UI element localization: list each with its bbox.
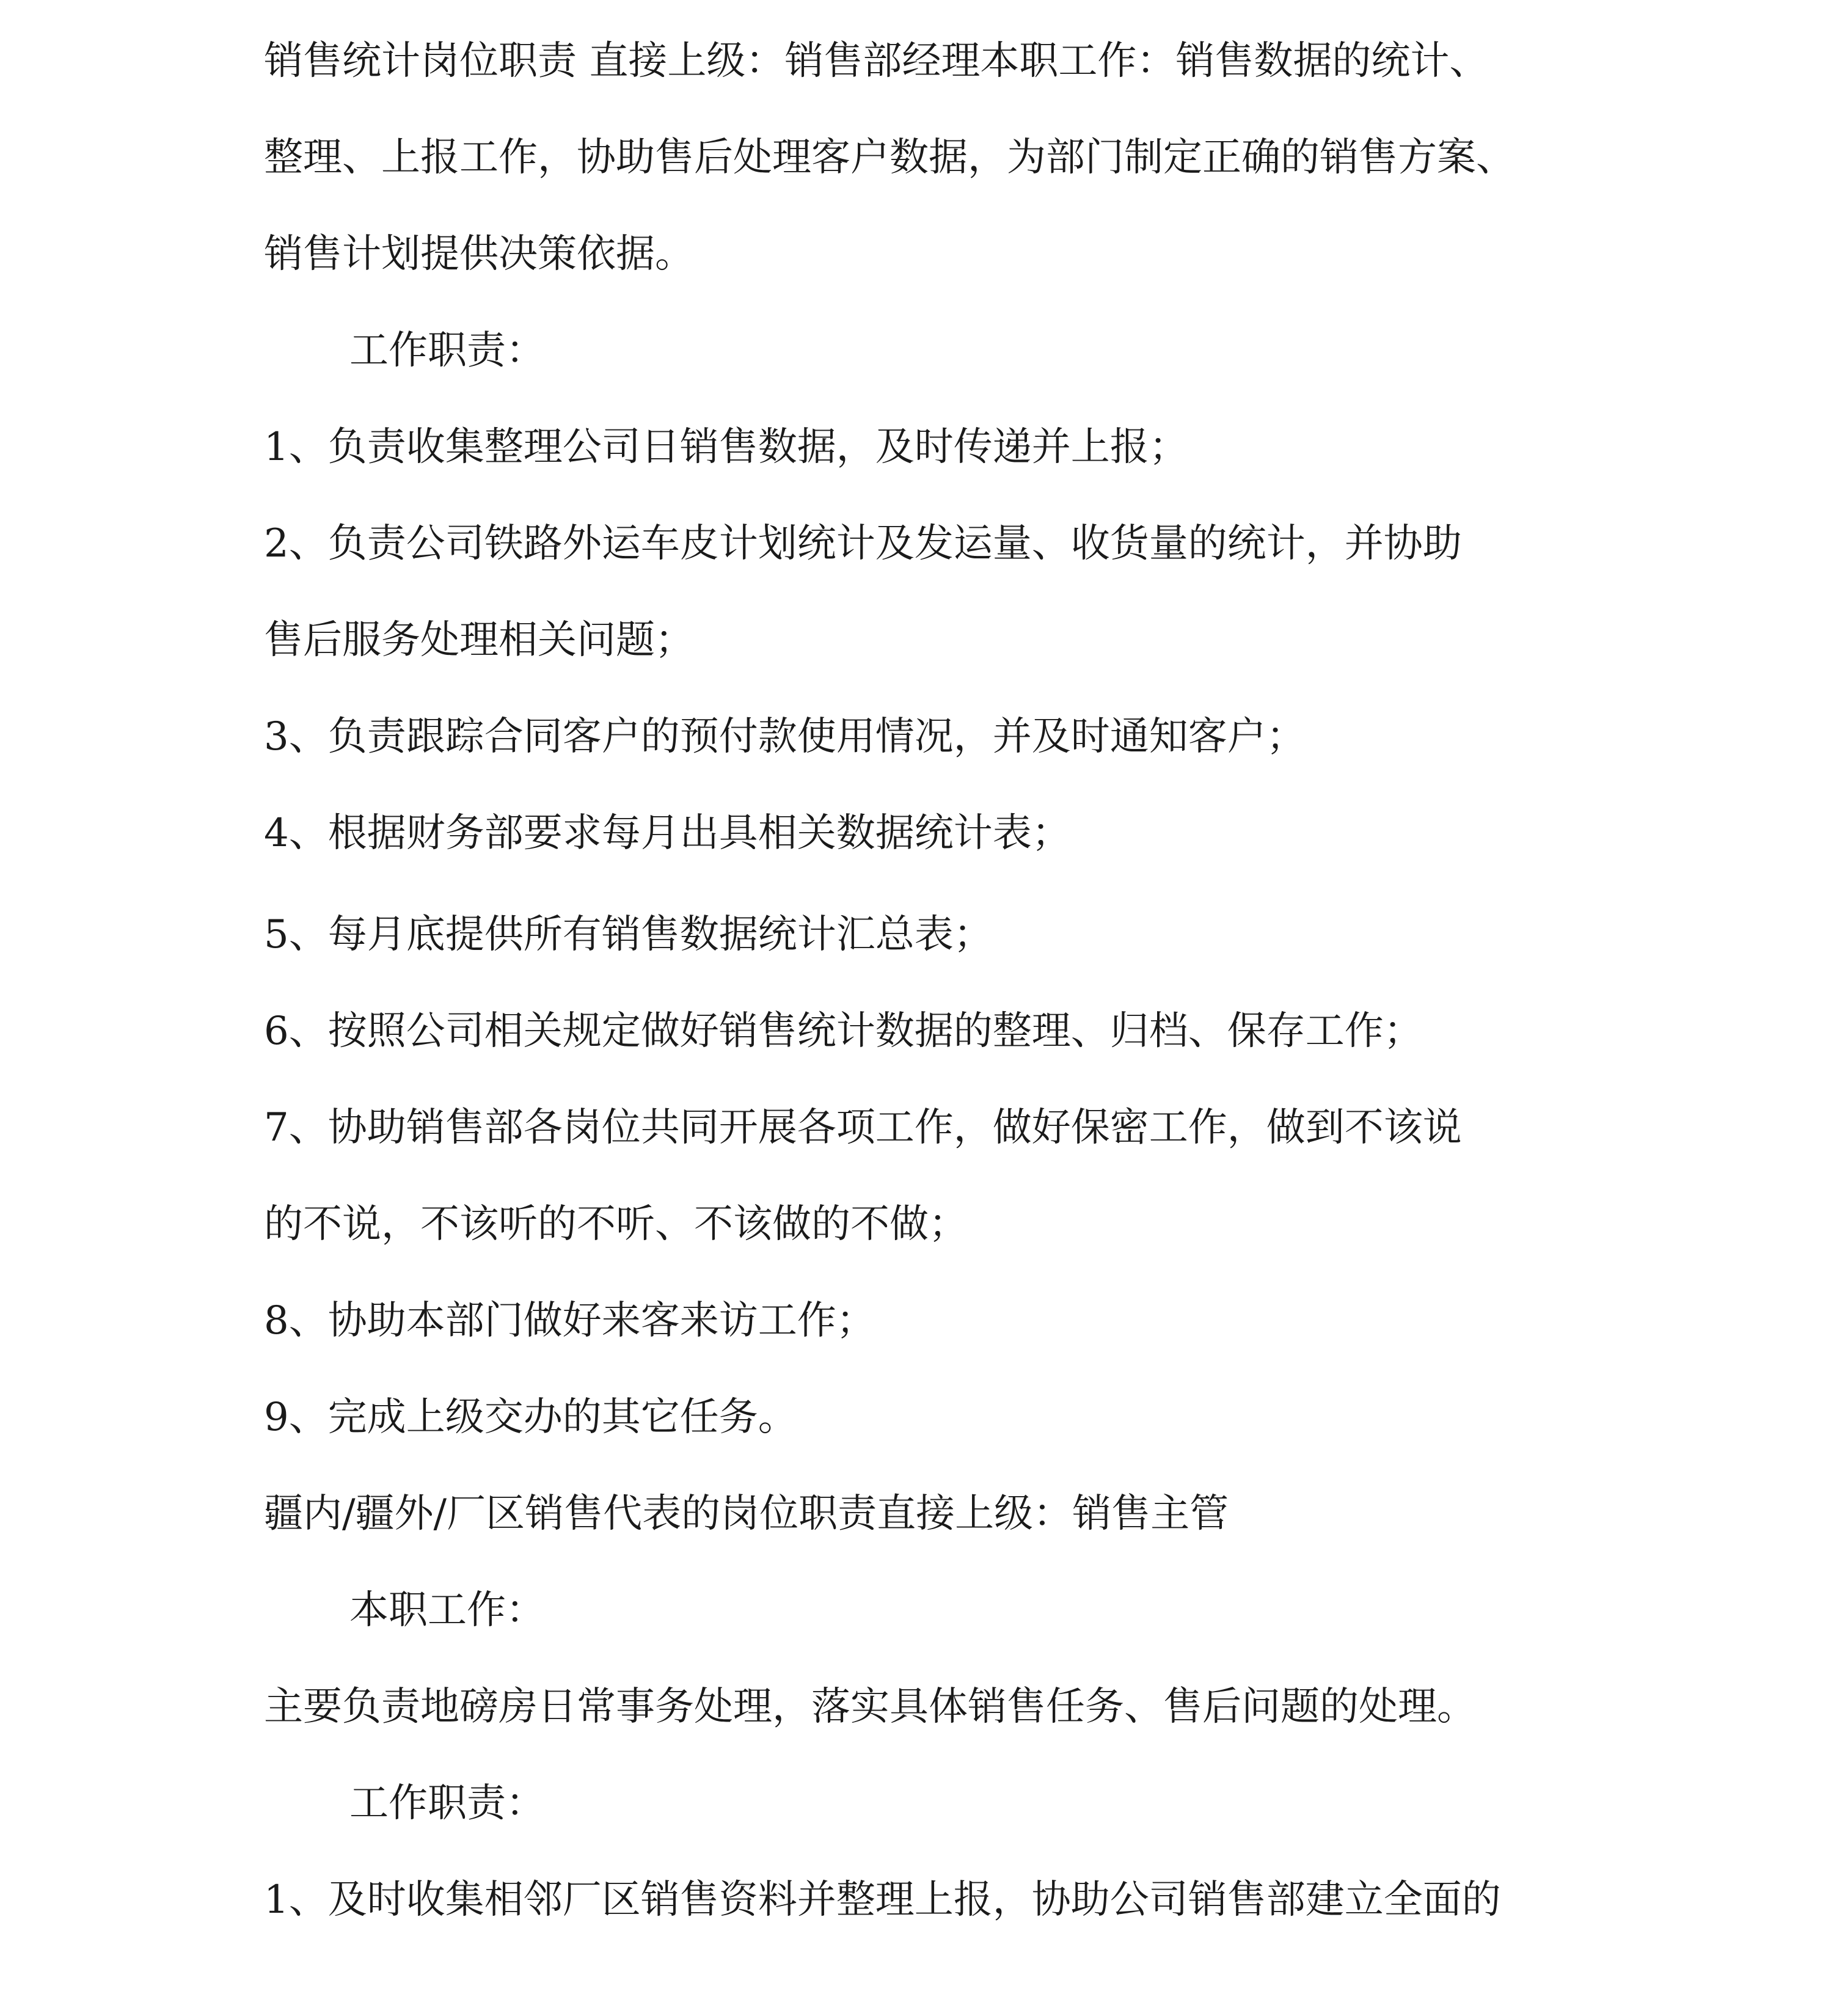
duty-item-2-cont: 售后服务处理相关问题； <box>264 618 694 663</box>
text-line-3: 销售计划提供决策依据。 <box>264 232 694 277</box>
text-line-1: 销售统计岗位职责 直接上级：销售部经理本职工作：销售数据的统计、 <box>264 38 1489 84</box>
duty-item-5: 5、每月底提供所有销售数据统计汇总表； <box>264 912 993 957</box>
duty-item-7-cont: 的不说，不该听的不听、不该做的不做； <box>264 1202 968 1247</box>
section-heading-duties-2: 工作职责： <box>349 1781 545 1826</box>
duty-item-3: 3、负责跟踪合同客户的预付款使用情况，并及时通知客户； <box>264 714 1306 759</box>
duty-item-6: 6、按照公司相关规定做好销售统计数据的整理、归档、保存工作； <box>264 1009 1423 1054</box>
duty-item-2: 2、负责公司铁路外运车皮计划统计及发运量、收货量的统计，并协助 <box>264 521 1462 566</box>
duty-item-1: 1、负责收集整理公司日销售数据，及时传递并上报； <box>264 425 1188 470</box>
section-heading-duties: 工作职责： <box>349 328 545 373</box>
duty-item-9: 9、完成上级交办的其它任务。 <box>264 1395 797 1440</box>
main-work-text: 主要负责地磅房日常事务处理，落实具体销售任务、售后问题的处理。 <box>264 1684 1476 1729</box>
section-heading-main-work: 本职工作： <box>349 1588 545 1633</box>
rep-duty-item-1: 1、及时收集相邻厂区销售资料并整理上报，协助公司销售部建立全面的 <box>264 1877 1501 1923</box>
text-line-2: 整理、上报工作，协助售后处理客户数据，为部门制定正确的销售方案、 <box>264 135 1515 180</box>
duty-item-8: 8、协助本部门做好来客来访工作； <box>264 1298 875 1343</box>
duty-item-7: 7、协助销售部各岗位共同开展各项工作，做好保密工作，做到不该说 <box>264 1105 1462 1150</box>
duty-item-4: 4、根据财务部要求每月出具相关数据统计表； <box>264 811 1071 856</box>
section-title-sales-rep: 疆内/疆外/厂区销售代表的岗位职责直接上级：销售主管 <box>264 1491 1229 1536</box>
